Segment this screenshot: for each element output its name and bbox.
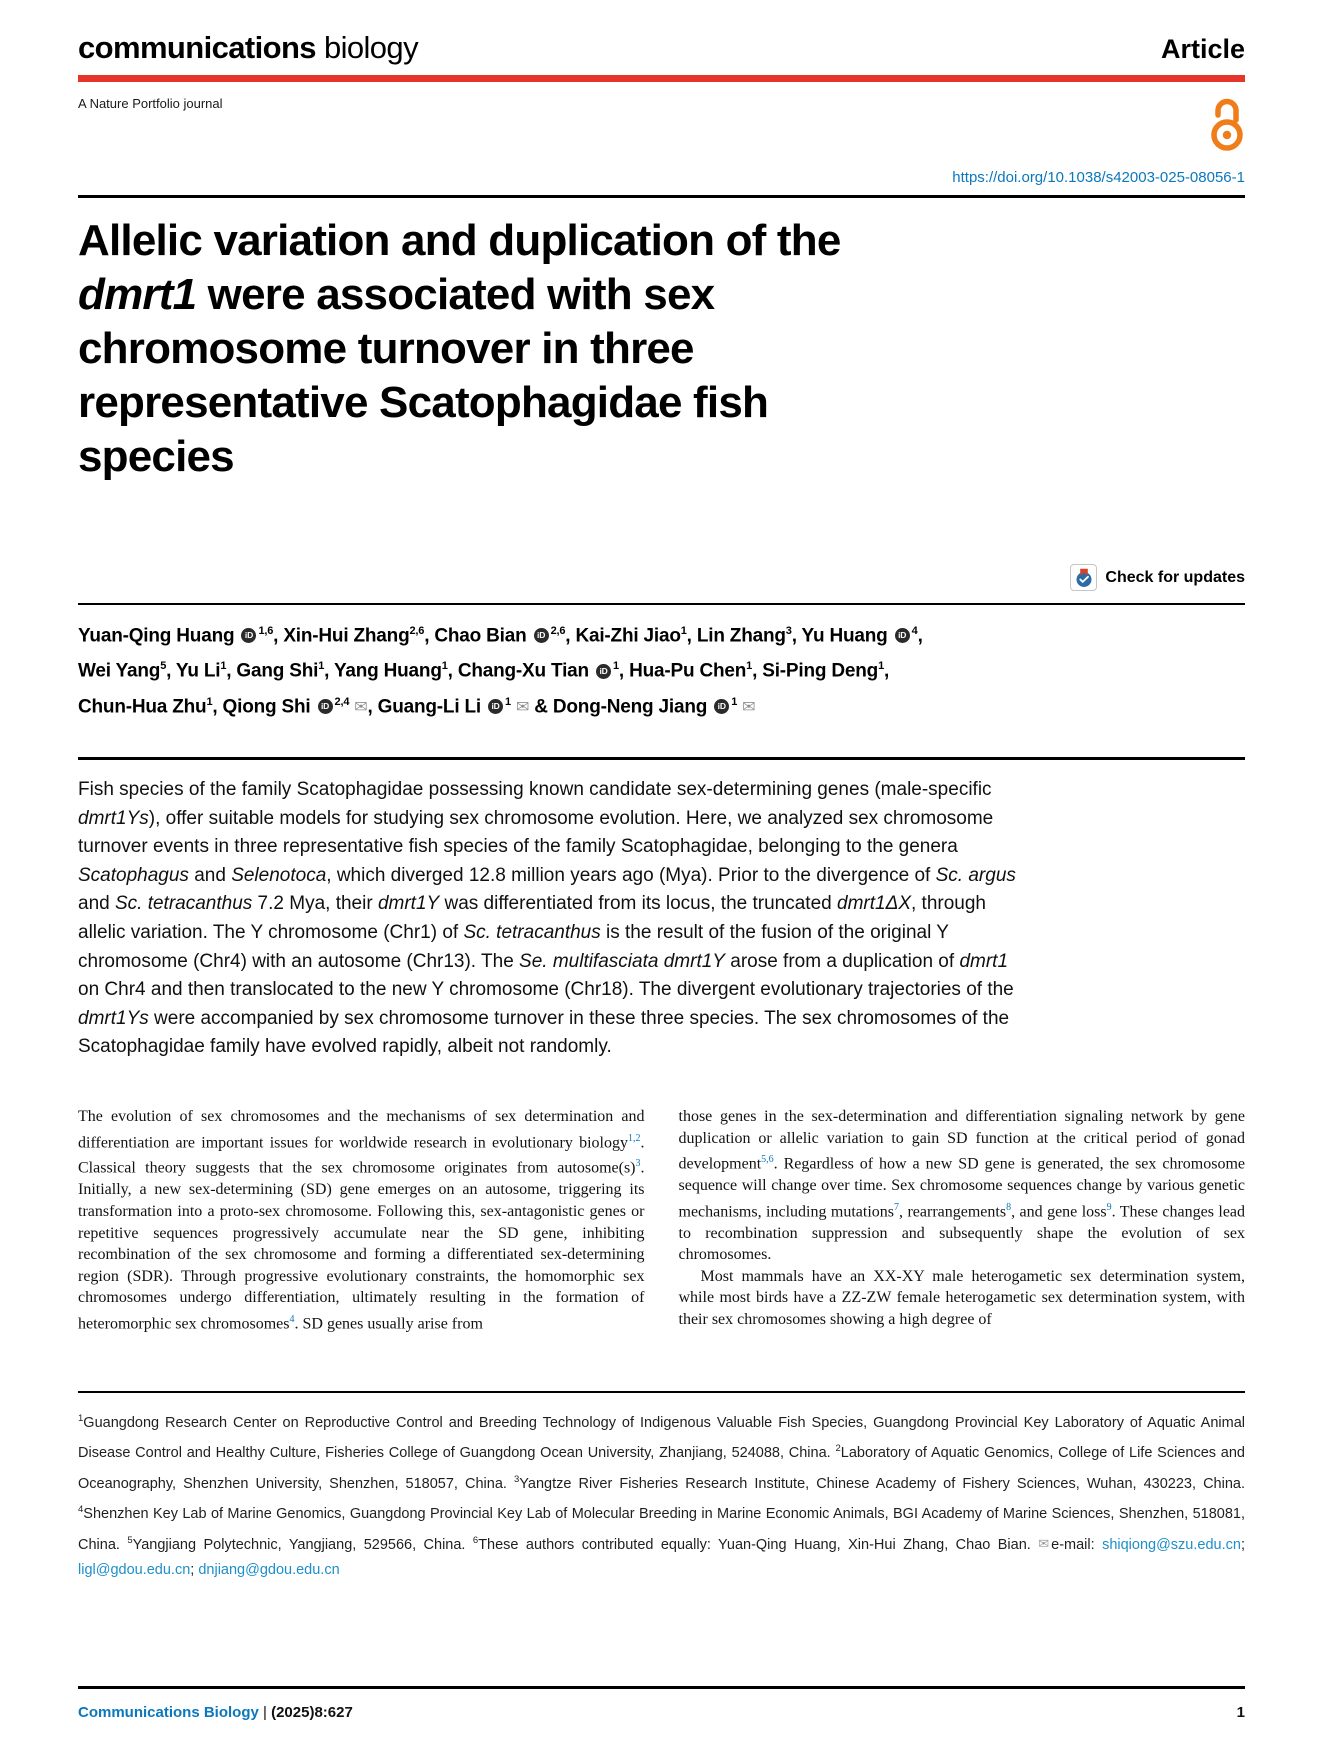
reference-link[interactable]: 8 bbox=[1006, 1201, 1012, 1213]
intro-paragraph: Most mammals have an XX-XY male heterogametic sex determination system, while most birds have a ZZ-ZW female heterogametic sex determination system, with their sex chromosomes showing a high degree of bbox=[678, 1267, 1245, 1328]
footer-separator: | bbox=[263, 1704, 267, 1721]
orcid-icon[interactable]: iD bbox=[488, 699, 503, 714]
reference-link[interactable]: 4 bbox=[289, 1313, 295, 1325]
masthead-red-rule bbox=[78, 75, 1245, 82]
journal-tagline: A Nature Portfolio journal bbox=[78, 96, 223, 111]
orcid-icon[interactable]: iD bbox=[534, 628, 549, 643]
reference-link[interactable]: 3 bbox=[635, 1158, 641, 1170]
reference-link[interactable]: 7 bbox=[894, 1201, 900, 1213]
footer-citation-text: (2025)8:627 bbox=[271, 1704, 353, 1721]
check-for-updates-badge[interactable] bbox=[78, 564, 1245, 591]
check-for-updates-label[interactable]: Check for updates bbox=[1105, 568, 1245, 586]
orcid-icon[interactable]: iD bbox=[714, 699, 729, 714]
author-list: Yuan-Qing Huang iD $^{1,6}$, Xin-Hui Zhang$^{2,6}$, Chao Bian iD $^{2,6}$, Kai-Zhi Jiao$^1$, Lin Zhang$^3$, Yu Huang iD $^4$, Wei Yang$^5$, Yu Li$^1$, Gang Shi$^1$, Yang Huang$^1$, Chang-Xu Tian iD $^1$, Hua-Pu Chen$^1$, Si-Ping Deng$^1$, Chun-Hua Zhu$^1$, Qiong Shi iD $^{2,4}$ ✉, Guang-Li Li iD $^1$ ✉ & Dong-Neng Jiang iD $^1$ ✉ bbox=[78, 625, 923, 717]
reference-link[interactable]: 5,6 bbox=[761, 1154, 774, 1166]
abstract-text: Fish species of the family Scatophagidae possessing known candidate sex-determining genes (male-specific dmrt1Ys), offer suitable models for studying sex chromosome evolution. Here, we analyzed sex chromosome turnover events in three representative fish species of the family Scatophagidae, belonging to the genera Scatophagus and Selenotoca, which diverged 12.8 million years ago (Mya). Prior to the divergence of Sc. argus and Sc. tetracanthus 7.2 Mya, their dmrt1Y was differentiated from its locus, the truncated dmrt1ΔX, through allelic variation. The Y chromosome (Chr1) of Sc. tetracanthus is the result of the fusion of the original Y chromosome (Chr4) with an autosome (Chr13). The Se. multifasciata dmrt1Y arose from a duplication of dmrt1 on Chr4 and then translocated to the new Y chromosome (Chr18). The divergent evolutionary trajectories of the dmrt1Ys were accompanied by sex chromosome turnover in these three species. The sex chromosomes of the Scatophagidae family have evolved rapidly, albeit not randomly. bbox=[78, 778, 1016, 1058]
article-type-label: Article bbox=[1160, 34, 1245, 64]
open-access-icon[interactable] bbox=[1209, 97, 1245, 153]
footer-row bbox=[78, 1704, 1245, 1721]
email-icon[interactable]: ✉ bbox=[742, 698, 756, 716]
journal-logo-light: biology bbox=[323, 30, 418, 65]
crossmark-icon[interactable] bbox=[1070, 564, 1097, 591]
journal-logo-bold: communications bbox=[78, 30, 316, 65]
column-right bbox=[679, 1106, 1246, 1335]
abstract-top-rule bbox=[78, 757, 1245, 760]
reference-link[interactable]: 9 bbox=[1106, 1201, 1112, 1213]
intro-paragraph: The evolution of sex chromosomes and the mechanisms of sex determination and differentiation are important issues for worldwide research in evolutionary biology$^{1,2}$. Classical theory suggests that the sex chromosome originates from autosome(s)$^3$. Initially, a new sex-determining (SD) gene emerges on an autosome, triggering its transformation into a proto-sex chromosome. Following this, sex-antagonistic genes or repetitive sequences progressively accumulate near the SD gene, inhibiting recombination of the sex chromosome and forming a differentiated sex-determining region (SDR). Through progressive evolutionary constraints, the homomorphic sex chromosomes undergo differentiation, ultimately resulting in the formation of heteromorphic sex chromosomes$^4$. SD genes usually arise from bbox=[78, 1107, 645, 1333]
email-link[interactable]: shiqiong@szu.edu.cn bbox=[1102, 1536, 1241, 1553]
reference-link[interactable]: 1,2 bbox=[628, 1132, 641, 1144]
affiliations-footnote: $^1$Guangdong Research Center on Reproductive Control and Breeding Technology of Indigenous Valuable Fish Species, Guangdong Provincial Key Laboratory of Aquatic Animal Disease Control and Healthy Culture, Fisheries College of Guangdong Ocean University, Zhanjiang, 524088, China. $^2$Laboratory of Aquatic Genomics, College of Life Sciences and Oceanography, Shenzhen University, Shenzhen, 518057, China. $^3$Yangtze River Fisheries Research Institute, Chinese Academy of Fishery Sciences, Wuhan, 430223, China. $^4$Shenzhen Key Lab of Marine Genomics, Guangdong Provincial Key Lab of Molecular Breeding in Marine Economic Animals, BGI Academy of Marine Sciences, Shenzhen, 518081, China. $^5$Yangjiang Polytechnic, Yangjiang, 529566, China. $^6$These authors contributed equally: Yuan-Qing Huang, Xin-Hui Zhang, Chao Bian. ✉ e-mail: shiqiong@szu.edu.cn; ligl@gdou.edu.cn; dnjiang@gdou.edu.cn bbox=[78, 1412, 1245, 1578]
orcid-icon[interactable]: iD bbox=[895, 628, 910, 643]
footer-journal-link[interactable]: Communications Biology bbox=[78, 1704, 259, 1721]
email-link[interactable]: dnjiang@gdou.edu.cn bbox=[198, 1561, 340, 1578]
email-link[interactable]: ligl@gdou.edu.cn bbox=[78, 1561, 191, 1578]
column-left bbox=[78, 1106, 645, 1335]
page-footer bbox=[78, 1686, 1245, 1721]
orcid-icon[interactable]: iD bbox=[241, 628, 256, 643]
page-title: Allelic variation and duplication of the dmrt1 were associated with sex chromosome turnover in three representative Scatophagidae fish species bbox=[78, 216, 841, 481]
footer-citation bbox=[78, 1704, 353, 1721]
email-icon[interactable]: ✉ bbox=[515, 698, 530, 716]
introduction-columns bbox=[78, 1106, 1245, 1335]
title-top-rule bbox=[78, 195, 1245, 198]
open-access-badge[interactable] bbox=[1209, 97, 1245, 153]
footnotes-rule bbox=[78, 1391, 1245, 1393]
email-icon[interactable]: ✉ bbox=[354, 698, 368, 716]
intro-paragraph: those genes in the sex-determination and differentiation signaling network by gene duplication or allelic variation to gain SD function at the critical period of gonad development$^{5,6}$. Regardless of how a new SD gene is generated, the sex chromosome sequence will change over time. Sex chromosome sequences change by various genetic mechanisms, including mutations$^7$, rearrangements$^8$, and gene loss$^9$. These changes lead to recombination suppression and subsequently shape the evolution of sex chromosomes. bbox=[678, 1107, 1246, 1264]
doi-link[interactable]: https://doi.org/10.1038/s42003-025-08056-1 bbox=[952, 169, 1245, 186]
footer-rule bbox=[78, 1686, 1245, 1689]
email-icon: ✉ bbox=[1038, 1536, 1050, 1552]
page-number: 1 bbox=[1236, 1704, 1245, 1721]
orcid-icon[interactable]: iD bbox=[318, 699, 333, 714]
journal-masthead bbox=[78, 30, 1245, 66]
orcid-icon[interactable]: iD bbox=[596, 664, 611, 679]
doi-row bbox=[78, 169, 1245, 186]
journal-logo bbox=[78, 30, 418, 66]
authors-top-rule bbox=[78, 603, 1245, 605]
